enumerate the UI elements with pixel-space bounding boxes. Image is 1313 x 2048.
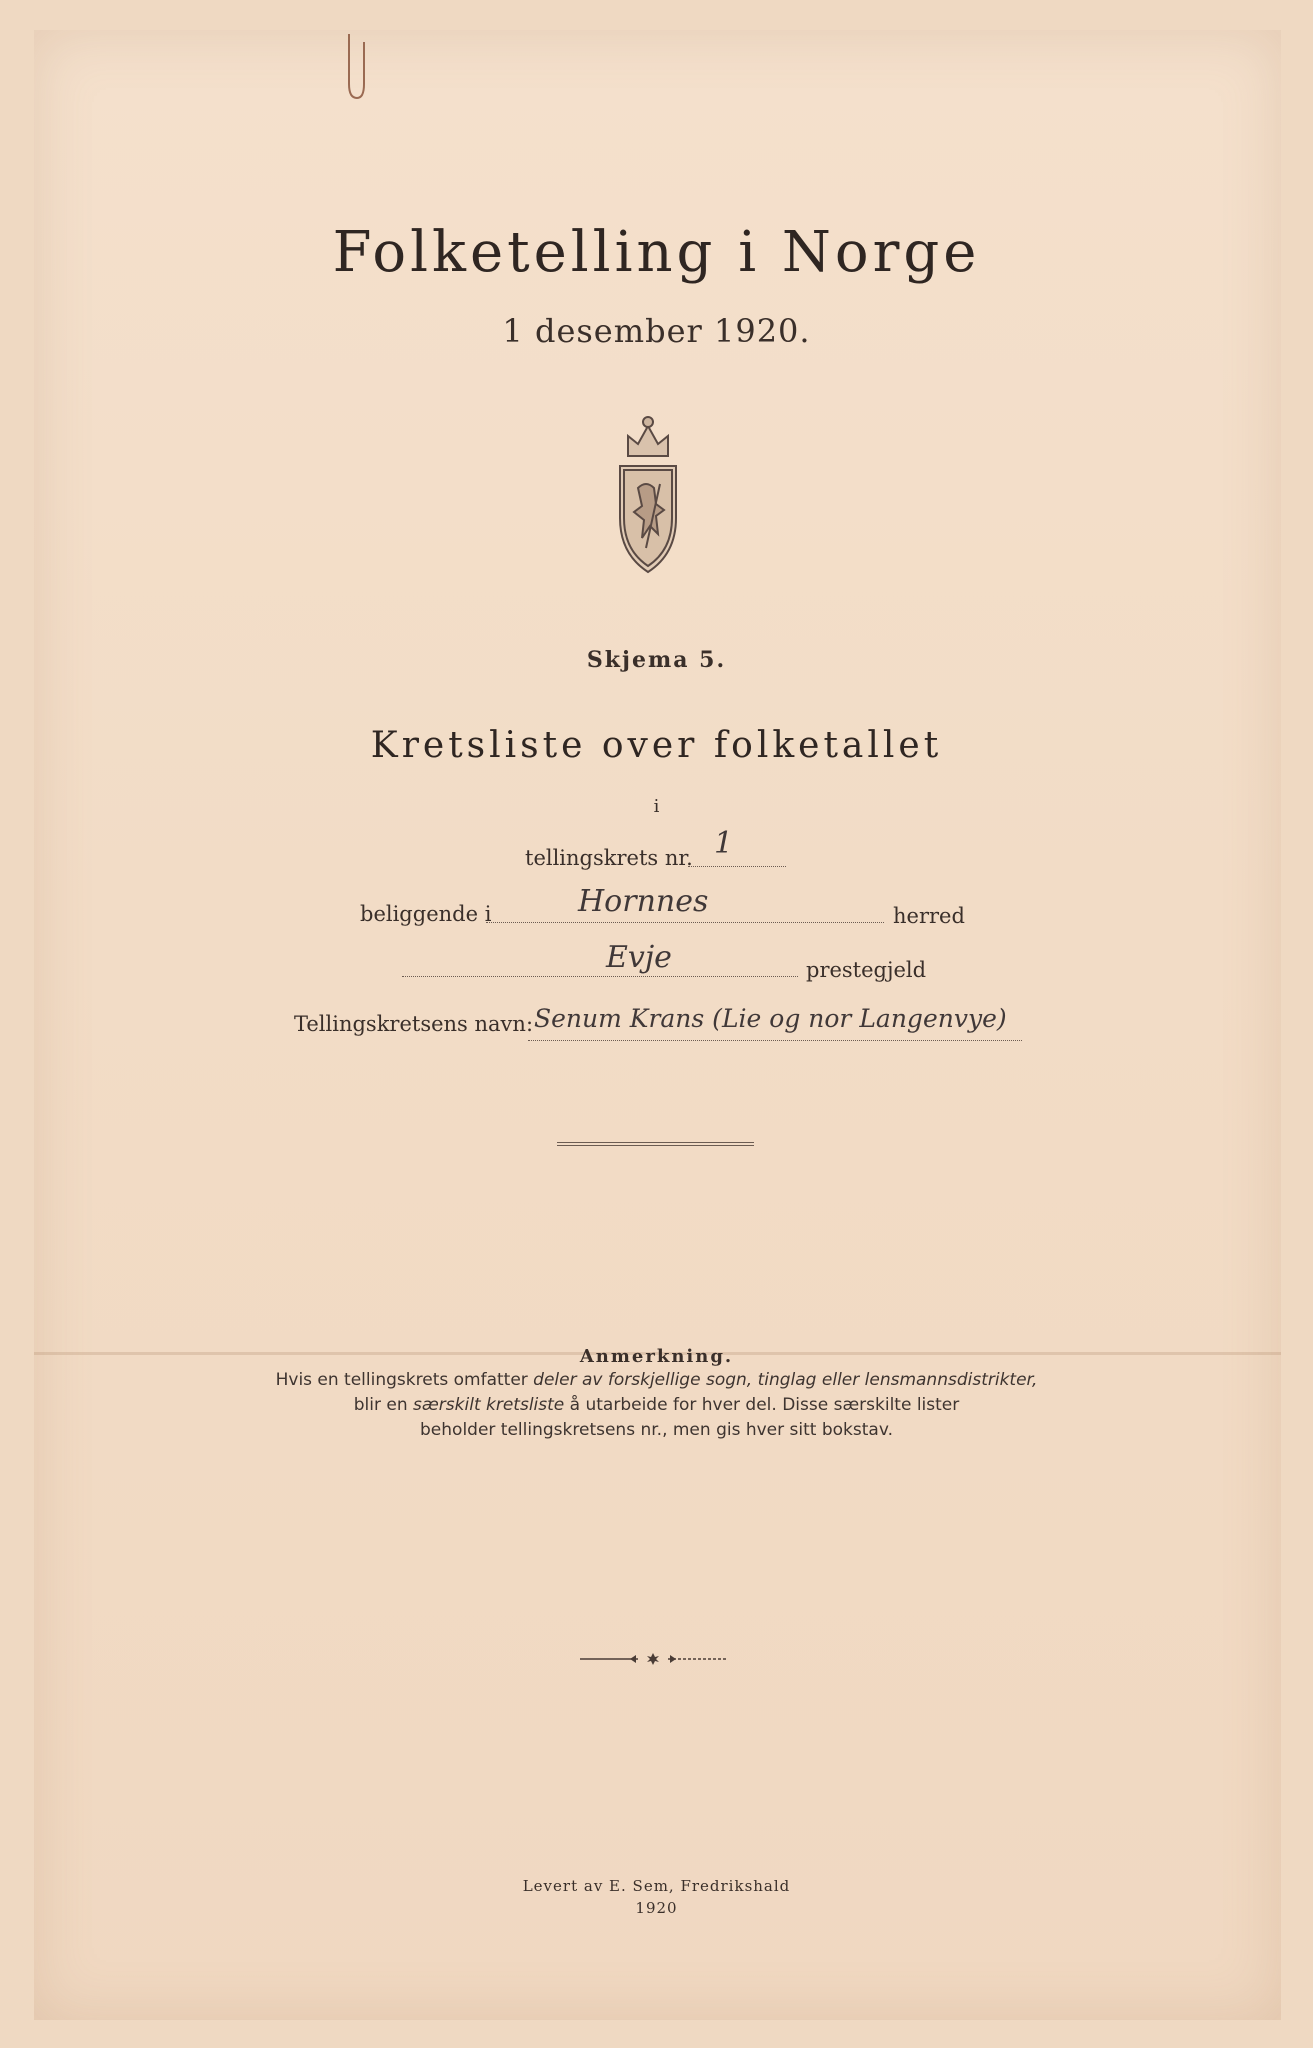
beliggende-label: beliggende i <box>360 902 492 926</box>
norwegian-coat-of-arms-icon <box>598 408 698 576</box>
note-line-2-text: blir en <box>353 1395 414 1415</box>
note-line-2-text-end: å utarbeide for hver del. Disse særskilte lister <box>564 1395 960 1415</box>
prestegjeld-label: prestegjeld <box>806 958 927 982</box>
ornament-divider-icon <box>578 1652 728 1666</box>
note-line-2-emphasis: særskilt kretsliste <box>413 1395 565 1415</box>
printer-year: 1920 <box>635 1899 678 1917</box>
paperclip-mark-icon <box>345 32 367 104</box>
note-line-1-emphasis: deler av forskjellige sogn, tinglag eller lensmannsdistrikter, <box>533 1370 1038 1390</box>
connector-word: i <box>653 796 660 817</box>
schema-number: Skjema 5. <box>586 647 727 673</box>
note-title: Anmerkning. <box>579 1346 734 1367</box>
tellingskrets-line <box>688 866 786 867</box>
prestegjeld-value: Evje <box>606 940 672 975</box>
beliggende-value: Hornnes <box>578 884 709 919</box>
printer-credit: Levert av E. Sem, Fredrikshald <box>522 1877 791 1895</box>
note-line-3: beholder tellingskretsens nr., men gis hver sitt bokstav. <box>420 1420 893 1440</box>
note-line-2 <box>200 1393 1113 1418</box>
note-line-1-text: Hvis en tellingskrets omfatter <box>275 1370 534 1390</box>
tellingskrets-label: tellingskrets nr. <box>525 846 693 870</box>
prestegjeld-line <box>402 976 798 977</box>
note-line-1 <box>200 1368 1113 1393</box>
census-date: 1 desember 1920. <box>502 312 811 350</box>
herred-label: herred <box>893 904 965 928</box>
page-title: Folketelling i Norge <box>332 220 981 285</box>
kretsnavn-line <box>528 1040 1022 1041</box>
beliggende-line <box>486 922 884 923</box>
kretsnavn-label: Tellingskretsens navn: <box>294 1012 534 1036</box>
section-divider <box>557 1142 754 1146</box>
kretsnavn-value: Senum Krans (Lie og nor Langenvye) <box>534 1004 1007 1033</box>
form-heading: Kretsliste over folketallet <box>370 725 943 766</box>
tellingskrets-value: 1 <box>714 826 734 861</box>
note-body <box>200 1368 1113 1443</box>
